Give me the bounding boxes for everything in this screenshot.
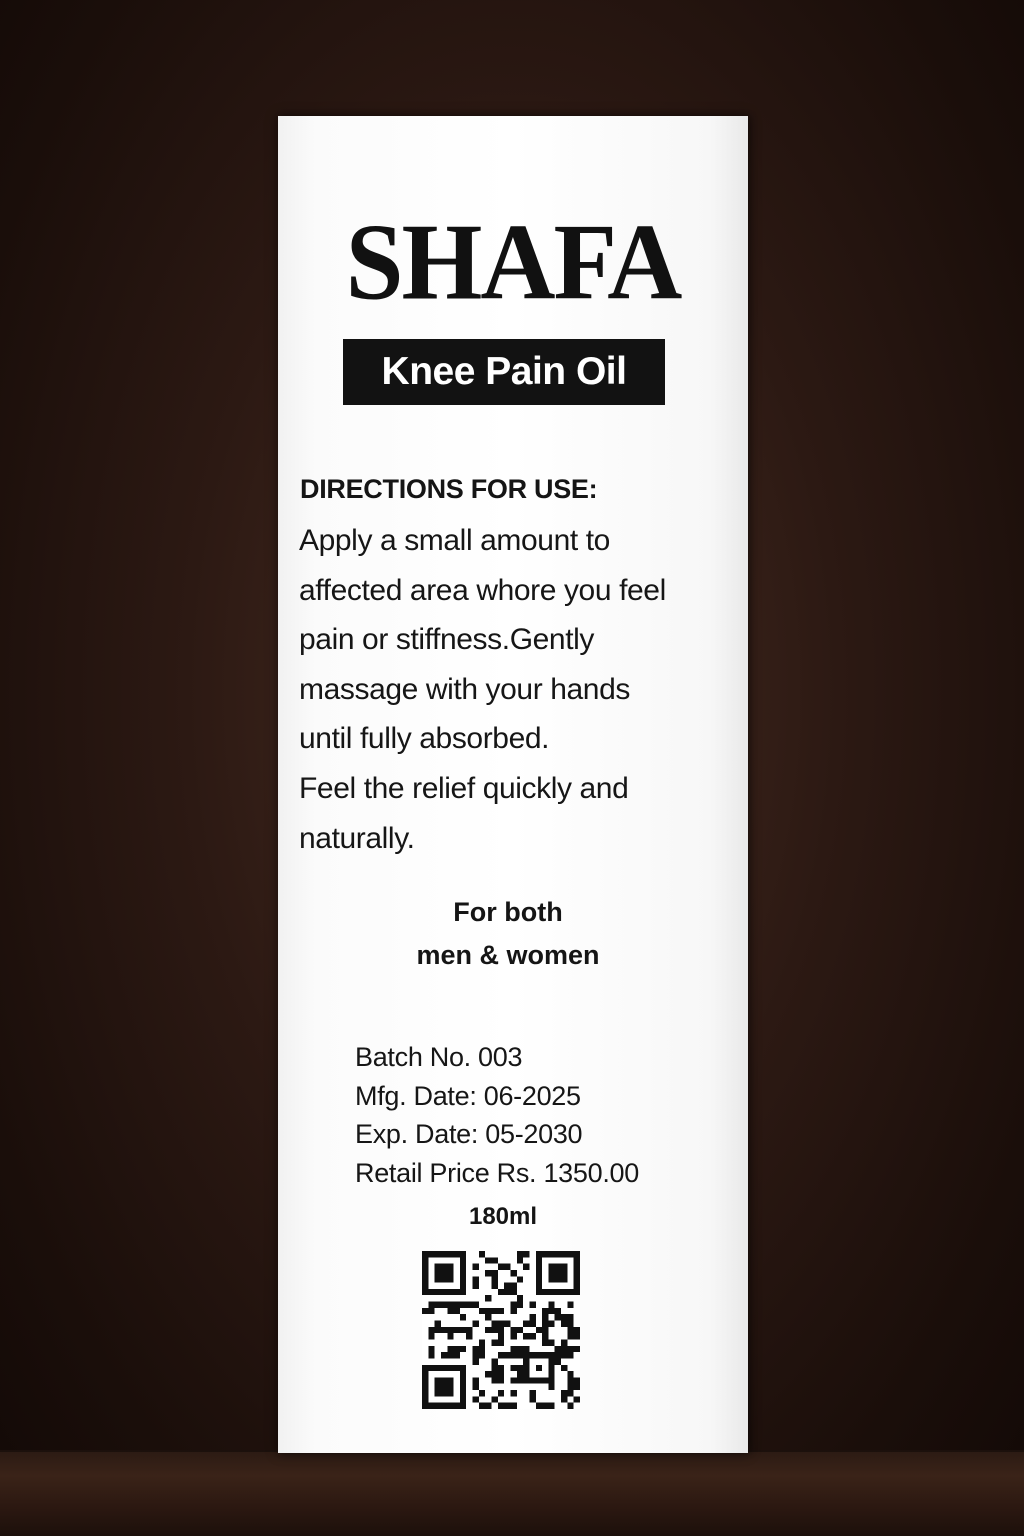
- qr-code-icon: [422, 1251, 580, 1409]
- audience-line-1: For both: [453, 897, 563, 927]
- volume-label: 180ml: [468, 1203, 538, 1230]
- audience-label: [278, 891, 738, 977]
- product-subtitle-bar: [343, 339, 665, 405]
- product-details: [355, 1038, 639, 1192]
- directions-body: [299, 516, 739, 863]
- directions-line: Apply a small amount to: [299, 524, 610, 557]
- mfg-date: Mfg. Date: 06-2025: [355, 1080, 581, 1111]
- brand-name: SHAFA: [345, 202, 681, 323]
- exp-date: Exp. Date: 05-2030: [355, 1119, 583, 1149]
- retail-price: Retail Price Rs. 1350.00: [355, 1157, 639, 1188]
- directions-line: massage with your hands: [299, 672, 630, 706]
- directions-line: Feel the relief quickly and: [299, 771, 629, 805]
- table-surface: [0, 1450, 1024, 1536]
- directions-line: naturally.: [299, 821, 415, 855]
- audience-line-2: men & women: [416, 940, 600, 970]
- product-box: [278, 116, 748, 1453]
- batch-number: Batch No. 003: [355, 1042, 523, 1072]
- directions-line: pain or stiffness.Gently: [299, 623, 594, 657]
- directions-line: until fully absorbed.: [299, 722, 550, 756]
- product-subtitle: Knee Pain Oil: [381, 350, 627, 393]
- directions-heading: DIRECTIONS FOR USE:: [300, 474, 598, 504]
- directions-line: affected area whore you feel: [299, 573, 666, 607]
